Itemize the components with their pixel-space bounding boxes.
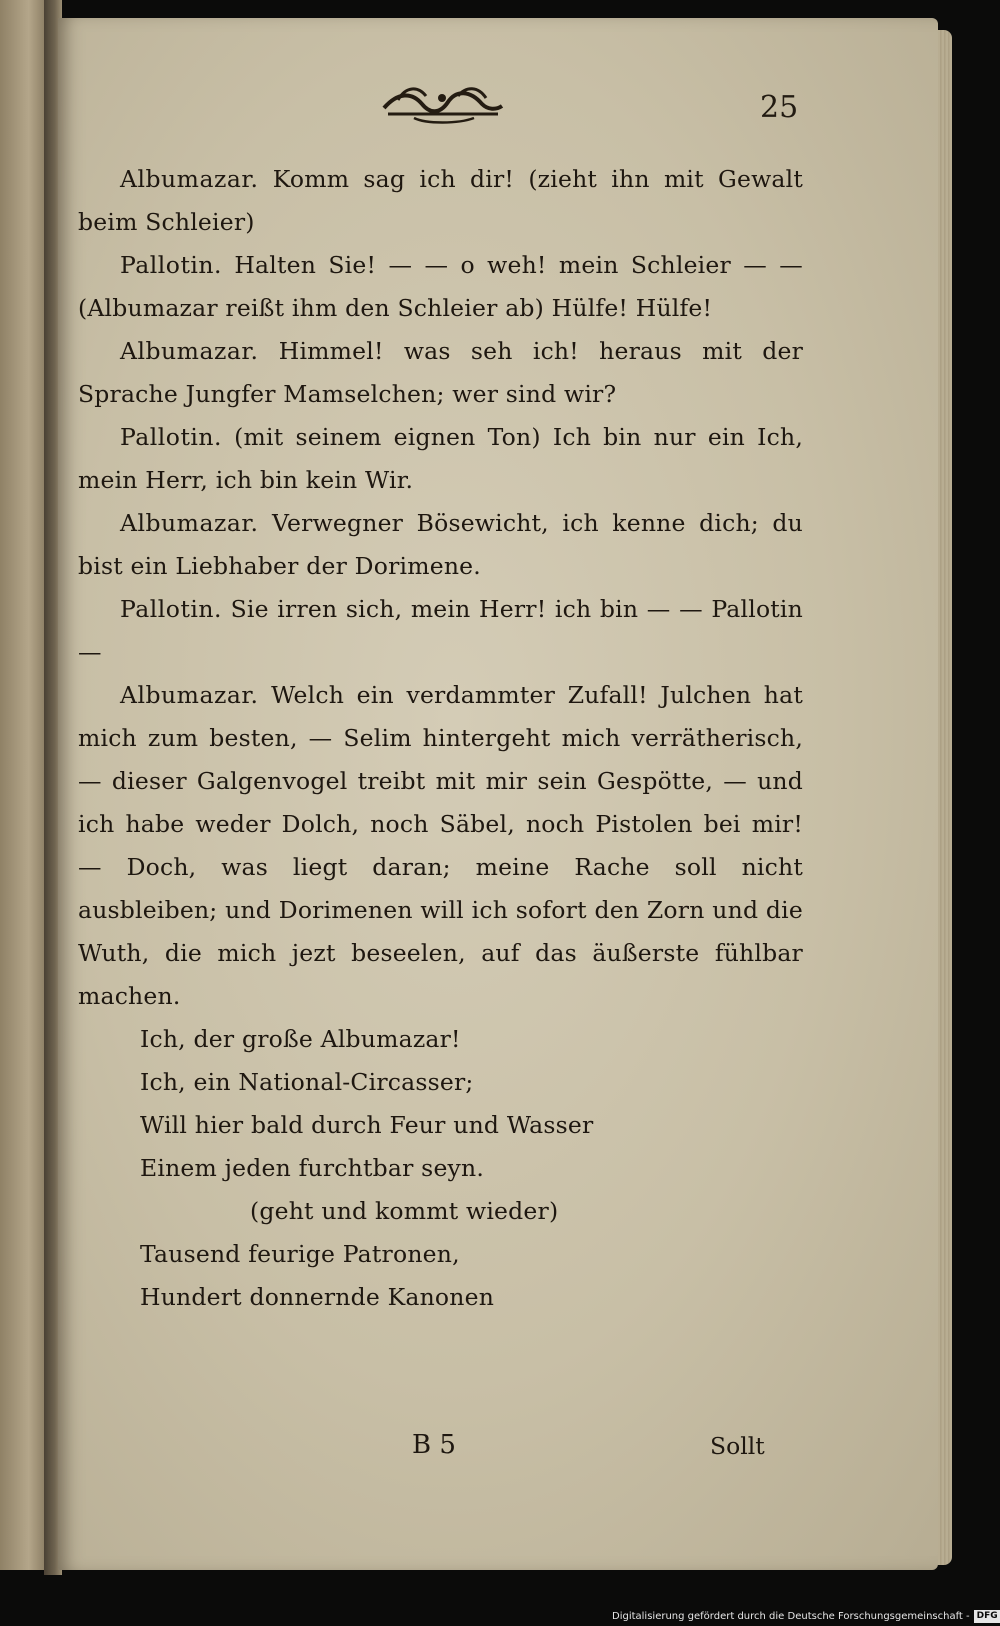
verse-line: Will hier bald durch Feur und Wasser: [140, 1111, 594, 1139]
dialogue-text: (mit seinem eignen Ton) Ich bin nur ein Ich, mein Herr, ich bin kein Wir.: [78, 423, 804, 494]
dialogue-text: Himmel! was seh ich! heraus mit der Sprache Jungfer Mamselchen; wer sind wir?: [78, 337, 804, 408]
speaker-name: Albumazar.: [120, 165, 259, 193]
dialogue-text: Sie irren sich, mein Herr! ich bin — — Pallotin —: [78, 595, 803, 666]
speaker-name: Albumazar.: [120, 681, 259, 709]
verse-line: Tausend feurige Patronen,: [140, 1240, 460, 1268]
dialogue-text: Komm sag ich dir! (zieht ihn mit Gewalt beim Schleier): [78, 165, 803, 236]
dialogue-paragraph: [78, 330, 803, 416]
signature-mark: B 5: [412, 1430, 456, 1460]
credit-text: Digitalisierung gefördert durch die Deutsche Forschungsgemeinschaft -: [612, 1611, 970, 1622]
dialogue-paragraph: [78, 502, 803, 588]
verse-line: Ich, ein National-Circasser;: [140, 1068, 474, 1096]
verse-line: Ich, der große Albumazar!: [140, 1025, 461, 1053]
dialogue-text: Halten Sie! — — o weh! mein Schleier — — (Albumazar reißt ihm den Schleier ab) Hülfe! Hülfe!: [78, 251, 803, 322]
page-number: 25: [760, 90, 799, 125]
speaker-name: Pallotin.: [120, 251, 223, 279]
dialogue-paragraph: [78, 158, 803, 244]
ornament-icon: [378, 78, 508, 124]
song-verse: [78, 1018, 803, 1319]
stage-direction: (geht und kommt wieder): [250, 1197, 559, 1225]
dialogue-paragraph: [78, 674, 803, 1018]
digitization-credit: [612, 1607, 1000, 1626]
dialogue-paragraph: [78, 416, 803, 502]
speaker-name: Albumazar.: [120, 337, 259, 365]
speaker-name: Pallotin.: [120, 423, 223, 451]
verse-line: Hundert donnernde Kanonen: [140, 1283, 495, 1311]
speaker-name: Albumazar.: [120, 509, 259, 537]
verse-line: Einem jeden furchtbar seyn.: [140, 1154, 485, 1182]
speaker-name: Pallotin.: [120, 595, 223, 623]
page-text: [78, 158, 803, 1319]
dialogue-paragraph: [78, 244, 803, 330]
catchword: Sollt: [710, 1432, 765, 1460]
dialogue-text: Welch ein verdammter Zufall! Julchen hat mich zum besten, — Selim hintergeht mich verrätherisch, — dieser Galgenvogel treibt mit mir sein Gespötte, — und ich habe weder Dolch, noch Säbel, noch Pistolen bei mir! — Doch, was liegt daran; meine Rache soll nicht ausbleiben; und Dorimenen will ich sofort den Zorn und die Wuth, die mich jezt beseelen, auf das äußerste fühlbar machen.: [78, 681, 803, 1010]
dialogue-text: Verwegner Bösewicht, ich kenne dich; du bist ein Liebhaber der Dorimene.: [78, 509, 804, 580]
dialogue-paragraph: [78, 588, 803, 674]
dfg-logo-icon: DFG: [974, 1610, 1000, 1623]
